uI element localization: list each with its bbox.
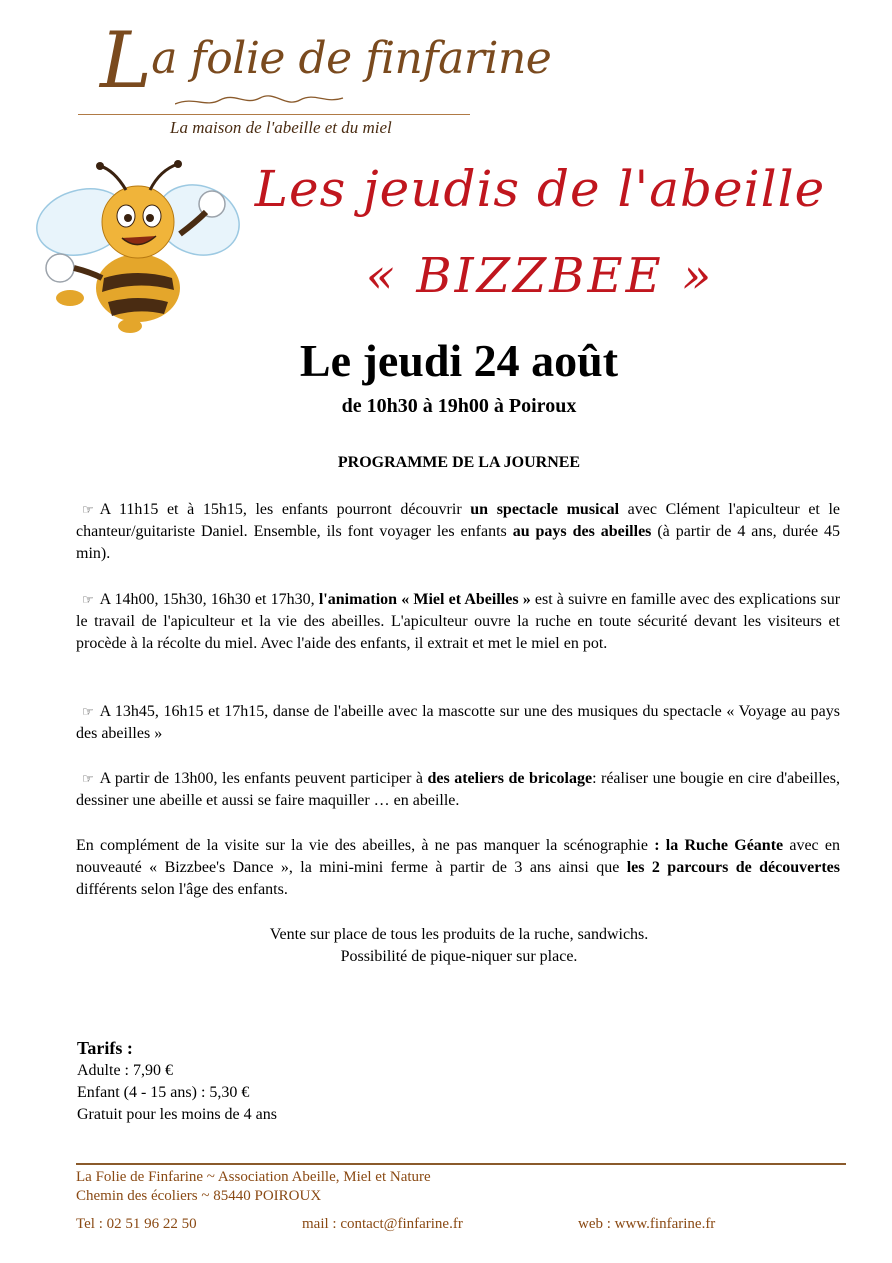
logo-swirl-icon	[175, 92, 345, 112]
hand-pointing-icon: ☞	[82, 771, 94, 786]
event-name: « BIZZBEE »	[365, 248, 715, 304]
footer-mail[interactable]: mail : contact@finfarine.fr	[302, 1216, 463, 1232]
event-date: Le jeudi 24 août	[299, 335, 619, 386]
logo-title-initial: L	[100, 16, 152, 106]
tarif-adulte: Adulte : 7,90 €	[77, 1062, 173, 1079]
hand-pointing-icon: ☞	[82, 502, 94, 517]
logo-title	[100, 16, 552, 106]
hand-pointing-icon: ☞	[82, 592, 94, 607]
footer-divider	[76, 1163, 846, 1165]
programme-heading: PROGRAMME DE LA JOURNEE	[337, 454, 581, 471]
tarifs-title: Tarifs :	[77, 1038, 133, 1058]
vente-line-1: Vente sur place de tous les produits de la ruche, sandwichs.	[269, 926, 649, 943]
vente-line-2: Possibilité de pique-niquer sur place.	[340, 948, 578, 965]
footer-association: La Folie de Finfarine ~ Association Abeille, Miel et Nature	[76, 1169, 431, 1185]
programme-item-3: ☞ A 13h45, 16h15 et 17h15, danse de l'abeille avec la mascotte sur une des musiques du spectacle « Voyage au pays des abeilles »	[76, 703, 840, 742]
hand-pointing-icon: ☞	[82, 704, 94, 719]
logo-title-rest: a folie de finfarine	[151, 33, 552, 84]
footer-web[interactable]: web : www.finfarine.fr	[578, 1216, 716, 1232]
programme-item-2: ☞ A 14h00, 15h30, 16h30 et 17h30, l'animation « Miel et Abeilles » est à suivre en famille avec des explications sur le travail de l'apiculteur et la vie des abeilles. L'apiculteur ouvre la ruche en toute sécurité devant les visiteurs et procède à la récolte du miel. Avec l'aide des enfants, il extrait et met le miel en pot.	[76, 591, 841, 652]
footer-tel: Tel : 02 51 96 22 50	[76, 1216, 197, 1232]
footer-address: Chemin des écoliers ~ 85440 POIROUX	[76, 1188, 322, 1204]
event-title: Les jeudis de l'abeille	[254, 160, 826, 218]
complement-paragraph: En complément de la visite sur la vie des abeilles, à ne pas manquer la scénographie : la Ruche Géante avec en nouveauté « Bizzbee's Dance », la mini-mini ferme à partir de 3 ans ainsi que les 2 parcours de découvertes différents selon l'âge des enfants.	[76, 837, 841, 898]
tarif-gratuit: Gratuit pour les moins de 4 ans	[77, 1106, 277, 1123]
event-hours: de 10h30 à 19h00 à Poiroux	[341, 395, 577, 417]
logo-divider	[78, 114, 470, 115]
programme-item-4: ☞ A partir de 13h00, les enfants peuvent participer à des ateliers de bricolage: réaliser une bougie en cire d'abeilles, dessiner une abeille et aussi se faire maquiller … en abeille.	[76, 770, 841, 809]
bee-mascot-icon	[30, 160, 245, 340]
logo-tagline: La maison de l'abeille et du miel	[170, 118, 392, 137]
tarif-enfant: Enfant (4 - 15 ans) : 5,30 €	[77, 1084, 250, 1101]
programme-item-1: ☞ A 11h15 et à 15h15, les enfants pourront découvrir un spectacle musical avec Clément l'apiculteur et le chanteur/guitariste Daniel. Ensemble, ils font voyager les enfants au pays des abeilles (à partir de 4 ans, durée 45 min).	[76, 501, 841, 562]
